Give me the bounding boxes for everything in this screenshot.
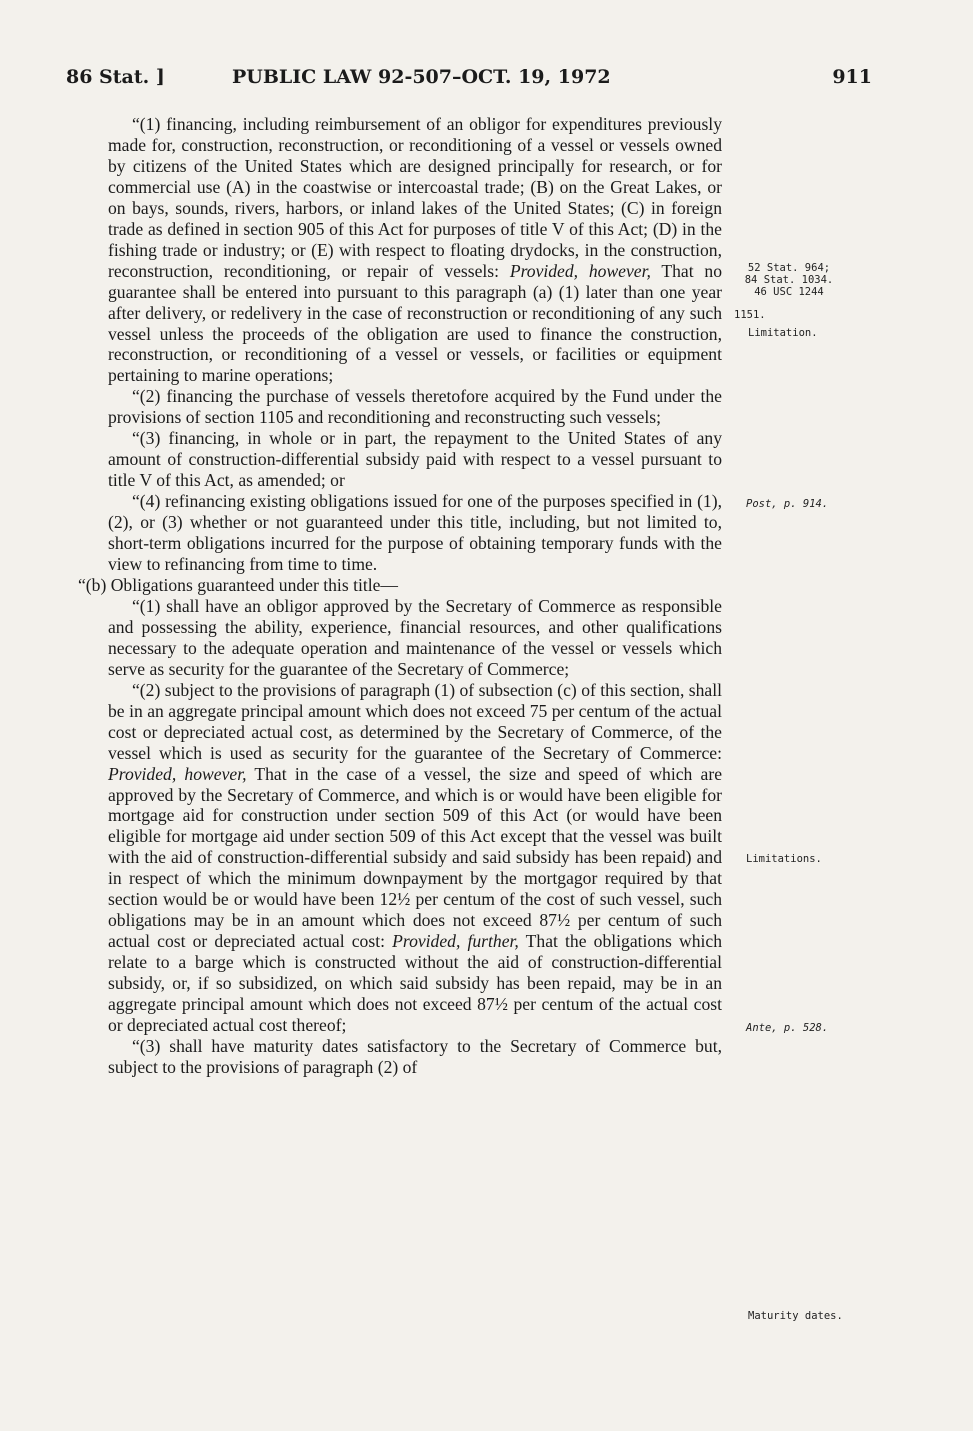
paragraph-b3: “(3) shall have maturity dates satisfactory to the Secretary of Commerce but, subject to the provisions of paragraph (2) of — [108, 1035, 722, 1077]
paragraph-a4: “(4) refinancing existing obligations issued for one of the purposes specified in (1), (2), or (3) whether or not guaranteed under this title, including, but not limited to, short-term obligations incurred for the purpose of obtaining temporary funds with the view to refinancing from time to time. — [108, 491, 722, 575]
subsection-b: “(b) Obligations guaranteed under this title— — [78, 574, 399, 595]
statute-volume: 86 Stat. ] — [66, 66, 165, 88]
margin-maturity: Maturity dates. — [748, 1310, 843, 1322]
paragraph-b2: “(2) subject to the provisions of paragraph (1) of subsection (c) of this section, shall be in an aggregate principal amount which does not exceed 75 per centum of the actual cost or depreciated actual cost, as determined by the Secretary of Commerce, of the vessel which is used as security for the guarantee of the Secretary of Commerce: Provided, however, That in the case of a vessel, the size and speed of which are approved by the Secretary of Commerce, and which is or would have been eligible for mortgage aid for construction under section 509 of this Act (or would have been eligible for mortgage aid under section 509 of this Act except that the vessel was built with the aid of construction-differential subsidy and said subsidy has been repaid) and in respect of which the minimum downpayment by the mortgagor required by that section would be or would have been 12½ per centum of the cost of such vessel, such obligations may be in an amount which does not exceed 87½ per centum of such actual cost or depreciated actual cost: Provided, further, That the obligations which relate to a barge which is constructed without the aid of construction-differential subsidy, or, if so subsidized, on which said subsidy has been repaid, may be in an aggregate principal amount which does not exceed 87½ per centum of the actual cost or depreciated actual cost thereof; — [108, 679, 723, 1035]
margin-limitation: Limitation. — [748, 327, 818, 339]
paragraph-a1: “(1) financing, including reimbursement of an obligor for expenditures previously made for, construction, reconstruction, or reconditioning of a vessel or vessels owned by citizens of the United States which are designed principally for research, or for commercial use (A) in the coastwise or intercoastal trade; (B) on the Great Lakes, or on bays, sounds, rivers, harbors, or inland lakes of the United States; (C) in foreign trade as defined in section 905 of this Act for purposes of title V of this Act; (D) in the fishing trade or industry; or (E) with respect to floating drydocks, in the construction, reconstruction, reconditioning, or repair of vessels: Provided, however, That no guarantee shall be entered into pursuant to this paragraph (a) (1) later than one year after delivery, or redelivery in the case of reconstruction or reconditioning of any such vessel unless the proceeds of the obligation are used to finance the construction, reconstruction, or reconditioning of a vessel or vessels, or facilities or equipment pertaining to marine operations; — [108, 114, 722, 386]
paragraph-b1: “(1) shall have an obligor approved by the Secretary of Commerce as responsible and possessing the ability, experience, financial resources, and other qualifications necessary to the adequate operation and maintenance of the vessel or vessels which serve as security for the guarantee of the Secretary of Commerce; — [108, 595, 722, 679]
margin-ante-ref: Ante, p. 528. — [746, 1022, 829, 1034]
law-title: PUBLIC LAW 92-507–OCT. 19, 1972 — [232, 66, 611, 88]
margin-citation: 52 Stat. 964; 84 Stat. 1034. 46 USC 1244 — [744, 262, 834, 298]
margin-citation-end: 1151. — [734, 309, 766, 321]
margin-limitations: Limitations. — [746, 853, 822, 865]
margin-post-ref: Post, p. 914. — [746, 498, 829, 510]
page-number: 911 — [832, 66, 872, 88]
body-text — [78, 114, 723, 1078]
paragraph-a3: “(3) financing, in whole or in part, the repayment to the United States of any amount of construction-differential subsidy paid with respect to a vessel pursuant to title V of this Act, as amended; or — [108, 428, 722, 491]
paragraph-a2: “(2) financing the purchase of vessels theretofore acquired by the Fund under the provisions of section 1105 and reconditioning and reconstructing such vessels; — [108, 386, 722, 428]
page-header — [66, 66, 872, 96]
